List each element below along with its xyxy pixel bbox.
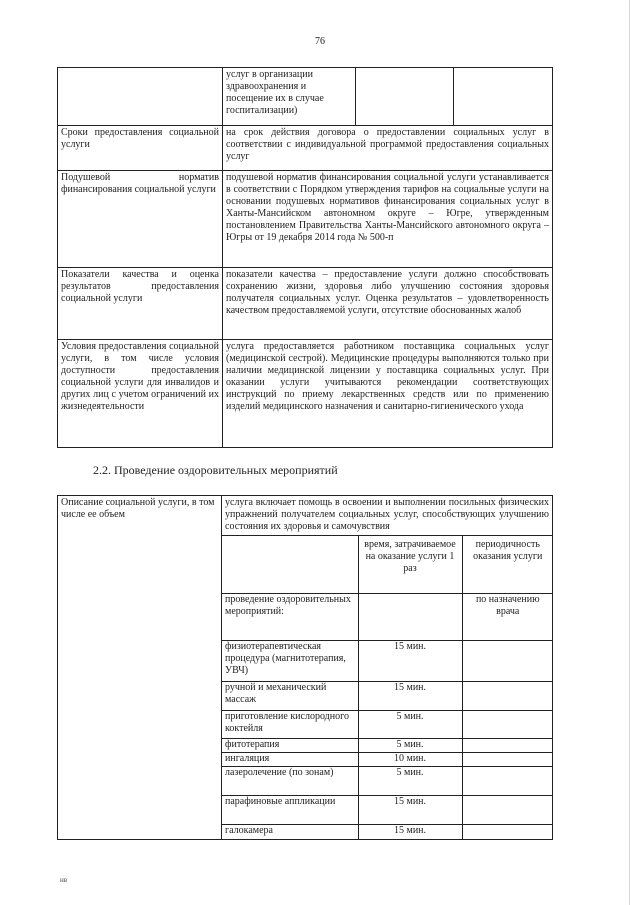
procedure-name: фитотерапия bbox=[222, 739, 358, 753]
procedure-time: 5 мин. bbox=[358, 767, 462, 796]
procedure-period: по назначению врача bbox=[462, 594, 553, 641]
table-cell-value: подушевой норматив финансирования социальной услуги устанавливается в соответствии с Порядком утверждения тарифов на социальные услуги на основании подушевых нормативов финансирования социальных услуг в Ханты-Мансийском автономном округе – Югре, утвержденным постановлением Правительства Ханты-Мансийского автономного округа – Югры от 19 декабря 2014 года № 500-п bbox=[223, 171, 553, 268]
procedure-name: проведение оздоровительных мероприятий: bbox=[222, 594, 358, 641]
table-cell-label: Подушевой норматив финансирования социальной услуги bbox=[58, 171, 223, 268]
procedure-name: приготовление кислородного коктейля bbox=[222, 711, 358, 739]
procedure-name: галокамера bbox=[222, 825, 358, 839]
procedure-period bbox=[462, 767, 553, 796]
procedure-period bbox=[462, 711, 553, 739]
table-row bbox=[222, 739, 553, 753]
table-cell-value: на срок действия договора о предоставлении социальных услуг в соответствии с индивидуальной программой предоставления социальных услуг bbox=[223, 126, 553, 171]
header-period: периодичность оказания услуги bbox=[462, 536, 553, 594]
table-row bbox=[58, 496, 553, 840]
table-cell-extra bbox=[356, 68, 454, 126]
procedure-name: парафиновые аппликации bbox=[222, 796, 358, 825]
service-description: услуга включает помощь в освоении и выполнении посильных физических упражнений получателем социальных услуг, способствующих улучшению состояния их здоровья и самочувствия bbox=[225, 497, 549, 532]
procedure-period bbox=[462, 641, 553, 682]
procedure-name: ручной и механический массаж bbox=[222, 682, 358, 711]
table-cell-label: Условия предоставления социальной услуги, в том числе условия доступности предоставления социальной услуги для инвалидов и других лиц с учетом ограничений их жизнедеятельности bbox=[58, 340, 223, 448]
table-cell-label: Показатели качества и оценка результатов предоставления социальной услуги bbox=[58, 268, 223, 340]
table-cell-value: услуг в организации здравоохранения и посещение их в случае госпитализации) bbox=[223, 68, 356, 126]
service-description-table bbox=[57, 495, 553, 840]
procedure-period bbox=[462, 682, 553, 711]
table-row bbox=[58, 340, 553, 448]
table-row bbox=[222, 594, 553, 641]
procedure-time: 10 мин. bbox=[358, 753, 462, 767]
procedure-time: 5 мин. bbox=[358, 739, 462, 753]
section-heading: 2.2. Проведение оздоровительных мероприятий bbox=[93, 463, 338, 477]
procedures-table bbox=[222, 535, 553, 839]
procedures-header-row bbox=[222, 536, 553, 594]
procedure-name: лазеролечение (по зонам) bbox=[222, 767, 358, 796]
header-time: время, затрачиваемое на оказание услуги 1 раз bbox=[358, 536, 462, 594]
table-row bbox=[58, 68, 553, 126]
table-cell-extra bbox=[454, 68, 553, 126]
procedure-time: 5 мин. bbox=[358, 711, 462, 739]
service-conditions-table bbox=[57, 67, 553, 448]
procedure-time: 15 мин. bbox=[358, 682, 462, 711]
table-cell-label bbox=[58, 68, 223, 126]
procedure-period bbox=[462, 825, 553, 839]
procedure-time: 15 мин. bbox=[358, 796, 462, 825]
table-row bbox=[222, 641, 553, 682]
table-cell-value: услуга предоставляется работником поставщика социальных услуг (медицинской сестрой). Медицинские процедуры выполняются только при наличии медицинской лицензии у поставщика социальных услуг. При оказании услуги учитываются рекомендации соответствующих инструкций по приему лекарственных средств или по применению изделий медицинского назначения и санитарно-гигиенического ухода bbox=[223, 340, 553, 448]
footer-mark: нв bbox=[60, 876, 68, 884]
procedure-period bbox=[462, 753, 553, 767]
header-name bbox=[222, 536, 358, 594]
table-row bbox=[222, 753, 553, 767]
table-row bbox=[222, 767, 553, 796]
table-cell-value: показатели качества – предоставление услуги должно способствовать сохранению жизни, здоровья либо улучшению состояния здоровья получателя социальных услуг. Оценка результатов – удовлетворенность качеством предоставляемой услуги, отсутствие обоснованных жалоб bbox=[223, 268, 553, 340]
table-cell-label: Описание социальной услуги, в том числе ее объем bbox=[58, 496, 222, 840]
scan-edge-line bbox=[629, 0, 630, 905]
table-row bbox=[58, 268, 553, 340]
procedure-name: физиотерапевтическая процедура (магнитотерапия, УВЧ) bbox=[222, 641, 358, 682]
procedure-period bbox=[462, 796, 553, 825]
page-number: 76 bbox=[315, 36, 325, 47]
procedure-name: ингаляция bbox=[222, 753, 358, 767]
table-row bbox=[222, 682, 553, 711]
table-row bbox=[58, 126, 553, 171]
table-cell-content bbox=[222, 496, 553, 840]
procedure-period bbox=[462, 739, 553, 753]
procedure-time: 15 мин. bbox=[358, 641, 462, 682]
table-cell-label: Сроки предоставления социальной услуги bbox=[58, 126, 223, 171]
table-row bbox=[222, 796, 553, 825]
table-row bbox=[222, 711, 553, 739]
table-row bbox=[58, 171, 553, 268]
table-row bbox=[222, 825, 553, 839]
procedure-time: 15 мин. bbox=[358, 825, 462, 839]
procedure-time bbox=[358, 594, 462, 641]
